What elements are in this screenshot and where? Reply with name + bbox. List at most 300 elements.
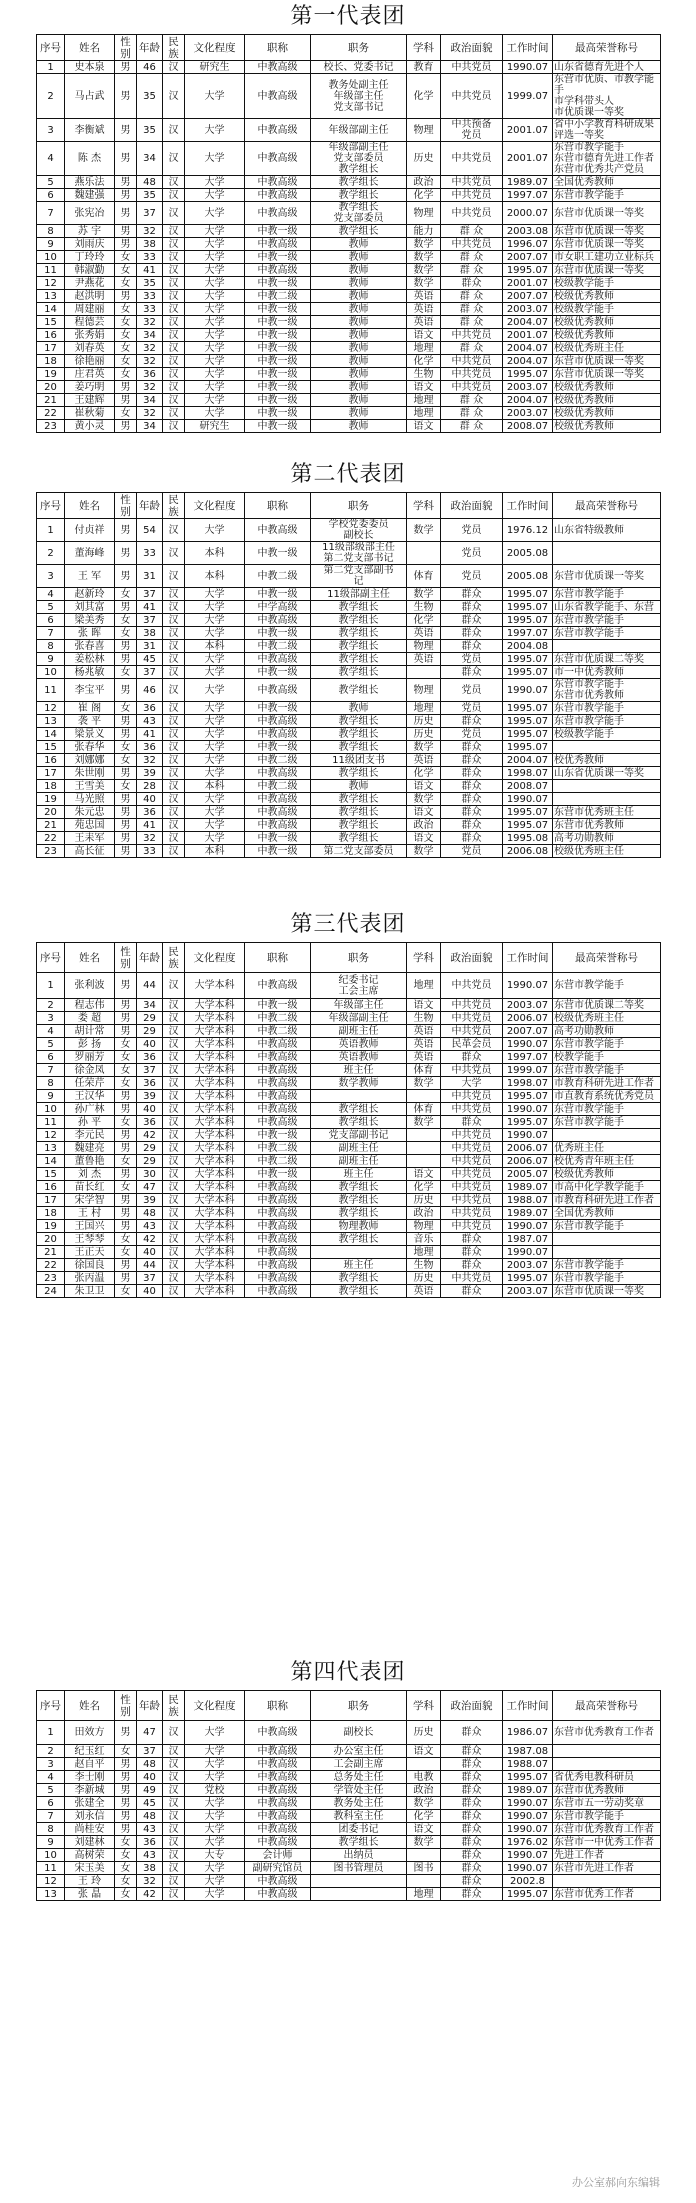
col-education: 大学 [185,1875,245,1888]
col-honor: 山东省优质课一等奖 [553,767,661,780]
col-name: 梁美秀 [65,614,115,627]
col-education: 大学 [185,702,245,715]
col-title: 中教高级 [245,806,311,819]
col-name: 黄小灵 [65,420,115,433]
col-ethnicity: 汉 [163,1051,185,1064]
col-subject: 物理 [407,679,441,702]
col-name: 张春华 [65,741,115,754]
col-index: 13 [37,715,65,728]
col-age: 48 [137,1207,163,1220]
col-ethnicity: 汉 [163,1142,185,1155]
col-age: 43 [137,1849,163,1862]
col-start-date: 1990.07 [503,679,553,702]
col-name: 史本泉 [65,61,115,74]
col-honor [553,1246,661,1259]
col-education: 大专 [185,1849,245,1862]
col-start-date: 1999.07 [503,74,553,119]
table-row [37,832,661,845]
col-ethnicity: 汉 [163,119,185,142]
col-start-date: 1995.07 [503,702,553,715]
col-education: 本科 [185,780,245,793]
col-index: 12 [37,1129,65,1142]
col-name: 朱元忠 [65,806,115,819]
col-ethnicity: 汉 [163,542,185,565]
col-political: 中共党员 [441,74,503,119]
col-age: 28 [137,780,163,793]
col-ethnicity: 汉 [163,767,185,780]
col-start-date: 2000.07 [503,202,553,225]
col-title: 中教二级 [245,565,311,588]
col-index: 6 [37,189,65,202]
col-name: 纪玉红 [65,1745,115,1758]
col-index: 24 [37,1285,65,1298]
col-start-date: 1998.07 [503,1077,553,1090]
col-position: 年级部副主任 [311,1012,407,1025]
table-row [37,627,661,640]
col-title: 中教二级 [245,640,311,653]
table-row [37,74,661,119]
col-political: 群 众 [441,225,503,238]
col-index: 14 [37,1155,65,1168]
col-ethnicity: 汉 [163,1797,185,1810]
col-title: 中教高级 [245,1285,311,1298]
col-position: 教师 [311,251,407,264]
col-honor: 东营市教学能手 [553,1103,661,1116]
col-title: 中教高级 [245,715,311,728]
col-start-date: 1990.07 [503,1862,553,1875]
col-ethnicity: 汉 [163,653,185,666]
table-row [37,702,661,715]
col-age: 37 [137,202,163,225]
col-start-date: 1997.07 [503,1051,553,1064]
col-ethnicity: 汉 [163,806,185,819]
col-political: 党员 [441,565,503,588]
col-gender: 女 [115,342,137,355]
col-start-date: 1990.07 [503,973,553,999]
col-political: 中共党员 [441,189,503,202]
col-subject [407,1090,441,1103]
col-name: 高长征 [65,845,115,858]
col-index: 9 [37,1090,65,1103]
col-position: 教师 [311,355,407,368]
col-age: 41 [137,601,163,614]
col-start-date: 1995.07 [503,1090,553,1103]
col-index: 4 [37,588,65,601]
col-ethnicity: 汉 [163,1220,185,1233]
col-title: 中教高级 [245,1888,311,1901]
table-row [37,1849,661,1862]
col-gender: 男 [115,119,137,142]
col-honor: 东营市优质课一等奖 [553,225,661,238]
col-subject: 语文 [407,420,441,433]
col-gender: 女 [115,1285,137,1298]
col-education: 大学 [185,142,245,176]
col-education: 大学本科 [185,1220,245,1233]
col-ethnicity: 汉 [163,342,185,355]
col-ethnicity: 汉 [163,1129,185,1142]
col-ethnicity: 汉 [163,1745,185,1758]
col-honor: 东营市优质课一等奖 [553,202,661,225]
col-start-date: 1976.02 [503,1836,553,1849]
col-subject: 数学 [407,1797,441,1810]
col-subject: 英语 [407,627,441,640]
col-index: 1 [37,519,65,542]
col-start-date: 1995.07 [503,614,553,627]
col-gender: 男 [115,290,137,303]
col-honor: 校优秀教师 [553,754,661,767]
col-education: 大学 [185,303,245,316]
header-cell: 民族 [163,493,185,519]
col-start-date: 1995.07 [503,588,553,601]
col-index: 21 [37,1246,65,1259]
col-honor: 东营市优秀教育工作者 [553,1721,661,1745]
col-title: 中教高级 [245,1116,311,1129]
col-index: 14 [37,728,65,741]
col-subject: 地理 [407,1246,441,1259]
col-honor: 东营市五一劳动奖章 [553,1797,661,1810]
col-gender: 男 [115,1207,137,1220]
col-education: 大学本科 [185,1077,245,1090]
col-start-date: 1990.07 [503,1246,553,1259]
table-row [37,303,661,316]
col-honor [553,793,661,806]
col-title: 中教高级 [245,74,311,119]
col-start-date: 2001.07 [503,277,553,290]
col-start-date: 1995.07 [503,1116,553,1129]
col-age: 41 [137,728,163,741]
col-position: 副校长 [311,1721,407,1745]
col-name: 尹燕花 [65,277,115,290]
col-start-date: 1997.07 [503,189,553,202]
col-honor [553,1758,661,1771]
col-education: 大学 [185,277,245,290]
col-index: 19 [37,368,65,381]
table-header-row [37,1691,661,1721]
col-political: 中共党员 [441,999,503,1012]
col-ethnicity: 汉 [163,1038,185,1051]
col-honor: 东营市优质课一等奖 [553,238,661,251]
col-subject: 化学 [407,74,441,119]
col-start-date: 1990.07 [503,1823,553,1836]
col-education: 大学 [185,653,245,666]
col-index: 11 [37,264,65,277]
col-start-date: 2002.8 [503,1875,553,1888]
col-education: 大学 [185,394,245,407]
col-subject: 体育 [407,1103,441,1116]
col-ethnicity: 汉 [163,303,185,316]
col-education: 研究生 [185,420,245,433]
table-row [37,845,661,858]
col-political: 群众 [441,832,503,845]
col-political: 群众 [441,806,503,819]
col-education: 大学本科 [185,1207,245,1220]
col-gender: 女 [115,329,137,342]
col-subject [407,542,441,565]
col-education: 大学 [185,793,245,806]
col-position: 教学组长 [311,806,407,819]
col-name: 苏 宇 [65,225,115,238]
col-political: 中共党员 [441,368,503,381]
col-title: 中教一级 [245,381,311,394]
col-ethnicity: 汉 [163,1064,185,1077]
col-name: 王国兴 [65,1220,115,1233]
table-row [37,1810,661,1823]
col-position: 教师 [311,368,407,381]
delegation-title: 第三代表团 [290,912,406,937]
col-education: 大学 [185,1862,245,1875]
col-age: 44 [137,1259,163,1272]
col-gender: 男 [115,1220,137,1233]
col-title: 中教高级 [245,264,311,277]
col-position [311,1875,407,1888]
col-ethnicity: 汉 [163,1849,185,1862]
col-title: 中教高级 [245,202,311,225]
col-ethnicity: 汉 [163,277,185,290]
col-ethnicity: 汉 [163,832,185,845]
col-index: 5 [37,601,65,614]
col-honor [553,1129,661,1142]
col-political: 群众 [441,1758,503,1771]
col-name: 王 玲 [65,1875,115,1888]
col-subject: 英语 [407,303,441,316]
col-age: 32 [137,1875,163,1888]
col-subject: 英语 [407,653,441,666]
col-honor: 东营市优质课一等奖 [553,565,661,588]
col-position: 教学组长 [311,767,407,780]
col-index: 5 [37,1784,65,1797]
col-gender: 男 [115,519,137,542]
col-ethnicity: 汉 [163,1771,185,1784]
col-age: 43 [137,1220,163,1233]
col-honor [553,1875,661,1888]
col-age: 29 [137,1142,163,1155]
col-subject: 能力 [407,225,441,238]
col-start-date: 1988.07 [503,1758,553,1771]
col-index: 9 [37,1836,65,1849]
col-subject: 语文 [407,999,441,1012]
col-political: 群 众 [441,407,503,420]
table-row [37,1259,661,1272]
col-position: 总务处主任 [311,1771,407,1784]
col-age: 41 [137,819,163,832]
col-start-date: 1987.08 [503,1745,553,1758]
col-title: 中教一级 [245,355,311,368]
col-subject: 英语 [407,1285,441,1298]
col-gender: 男 [115,542,137,565]
col-name: 燕乐法 [65,176,115,189]
delegation-table [36,492,661,858]
col-position: 11级部级部主任 第二党支部书记 [311,542,407,565]
col-subject: 英语 [407,1038,441,1051]
col-age: 42 [137,1233,163,1246]
col-honor: 东营市教学能手 [553,1064,661,1077]
col-title: 中教一级 [245,251,311,264]
col-political: 群众 [441,666,503,679]
col-name: 崔秋菊 [65,407,115,420]
col-position: 教学组长 [311,1836,407,1849]
col-index: 11 [37,1116,65,1129]
col-honor: 市教育科研先进工作者 [553,1194,661,1207]
col-title: 中教二级 [245,1155,311,1168]
col-ethnicity: 汉 [163,666,185,679]
col-position: 教学组长 [311,614,407,627]
col-start-date: 2003.07 [503,303,553,316]
col-index: 22 [37,1259,65,1272]
col-index: 13 [37,1888,65,1901]
col-position: 班主任 [311,1064,407,1077]
col-ethnicity: 汉 [163,1116,185,1129]
header-cell: 工作时间 [503,493,553,519]
col-name: 徐金凤 [65,1064,115,1077]
col-ethnicity: 汉 [163,1836,185,1849]
col-education: 本科 [185,640,245,653]
col-start-date: 2004.08 [503,640,553,653]
col-age: 38 [137,1862,163,1875]
col-position: 出纳员 [311,1849,407,1862]
col-gender: 男 [115,394,137,407]
header-cell: 姓名 [65,1691,115,1721]
col-position: 第二党支部副书 记 [311,565,407,588]
col-ethnicity: 汉 [163,1888,185,1901]
header-cell: 姓名 [65,493,115,519]
col-subject: 数学 [407,588,441,601]
col-subject: 历史 [407,1194,441,1207]
col-index: 8 [37,225,65,238]
col-ethnicity: 汉 [163,1810,185,1823]
col-subject [407,1129,441,1142]
col-name: 朱卫卫 [65,1285,115,1298]
delegation-table [36,942,661,1298]
col-ethnicity: 汉 [163,702,185,715]
col-index: 7 [37,1064,65,1077]
col-position: 副班主任 [311,1142,407,1155]
table-row [37,1285,661,1298]
col-subject: 英语 [407,1025,441,1038]
col-position: 教学组长 [311,679,407,702]
col-index: 19 [37,1220,65,1233]
col-education: 大学 [185,832,245,845]
col-education: 大学 [185,189,245,202]
col-title: 中教一级 [245,741,311,754]
col-subject: 地理 [407,407,441,420]
col-ethnicity: 汉 [163,407,185,420]
col-gender: 女 [115,1862,137,1875]
col-political: 中共党员 [441,1194,503,1207]
col-name: 李宝平 [65,679,115,702]
table-row [37,1012,661,1025]
col-position: 教学组长 [311,1103,407,1116]
col-title: 中教高级 [245,176,311,189]
col-name: 王耒军 [65,832,115,845]
col-subject: 地理 [407,702,441,715]
col-political: 群众 [441,627,503,640]
col-education: 大学本科 [185,1155,245,1168]
col-start-date: 2004.07 [503,754,553,767]
col-position: 教务处副主任 年级部主任 党支部书记 [311,74,407,119]
col-start-date: 2005.07 [503,1168,553,1181]
col-gender: 女 [115,1077,137,1090]
col-honor: 东营市教学能手 [553,702,661,715]
col-title: 中教一级 [245,394,311,407]
col-title: 中教高级 [245,1090,311,1103]
col-political: 中共党员 [441,1025,503,1038]
col-subject: 物理 [407,119,441,142]
col-index: 23 [37,845,65,858]
col-index: 3 [37,1012,65,1025]
col-gender: 男 [115,1810,137,1823]
col-honor: 东营市教学能手 [553,1810,661,1823]
col-education: 大学 [185,614,245,627]
col-title: 中教二级 [245,780,311,793]
col-title: 中教高级 [245,1077,311,1090]
col-political: 中共党员 [441,329,503,342]
col-age: 36 [137,741,163,754]
col-subject: 数学 [407,238,441,251]
col-ethnicity: 汉 [163,74,185,119]
header-cell: 职称 [245,493,311,519]
col-honor [553,542,661,565]
col-gender: 男 [115,74,137,119]
col-start-date: 2004.07 [503,355,553,368]
col-political: 中共党员 [441,1168,503,1181]
header-cell: 序号 [37,1691,65,1721]
col-gender: 男 [115,728,137,741]
col-gender: 女 [115,1836,137,1849]
table-row [37,793,661,806]
col-honor: 东营市优秀教师 [553,1784,661,1797]
col-education: 大学 [185,588,245,601]
col-honor: 市高中化学教学能手 [553,1181,661,1194]
col-subject: 英语 [407,754,441,767]
table-row [37,277,661,290]
col-ethnicity: 汉 [163,973,185,999]
col-title: 中教高级 [245,1246,311,1259]
table-row [37,290,661,303]
col-subject: 数学 [407,251,441,264]
header-cell: 学科 [407,35,441,61]
col-name: 付贞祥 [65,519,115,542]
col-start-date: 1995.08 [503,832,553,845]
col-honor: 东营市教学能手 [553,715,661,728]
col-age: 47 [137,1181,163,1194]
col-honor: 东营市优秀班主任 [553,806,661,819]
col-gender: 男 [115,1012,137,1025]
col-political: 中共党员 [441,1142,503,1155]
col-title: 中教高级 [245,728,311,741]
col-age: 37 [137,1064,163,1077]
col-gender: 男 [115,1259,137,1272]
table-row [37,407,661,420]
col-gender: 男 [115,202,137,225]
col-position: 学校党委委员 副校长 [311,519,407,542]
col-education: 大学 [185,1888,245,1901]
col-subject: 化学 [407,1181,441,1194]
col-name: 王正天 [65,1246,115,1259]
col-age: 32 [137,381,163,394]
table-row [37,767,661,780]
col-political: 群 众 [441,264,503,277]
col-title: 中教高级 [245,1784,311,1797]
col-name: 罗丽芳 [65,1051,115,1064]
table-row [37,1745,661,1758]
col-political: 中共党员 [441,202,503,225]
table-row [37,1207,661,1220]
col-subject [407,1155,441,1168]
col-title: 中教高级 [245,1272,311,1285]
col-honor: 山东省特级教师 [553,519,661,542]
col-start-date: 1995.07 [503,715,553,728]
col-subject: 数学 [407,264,441,277]
